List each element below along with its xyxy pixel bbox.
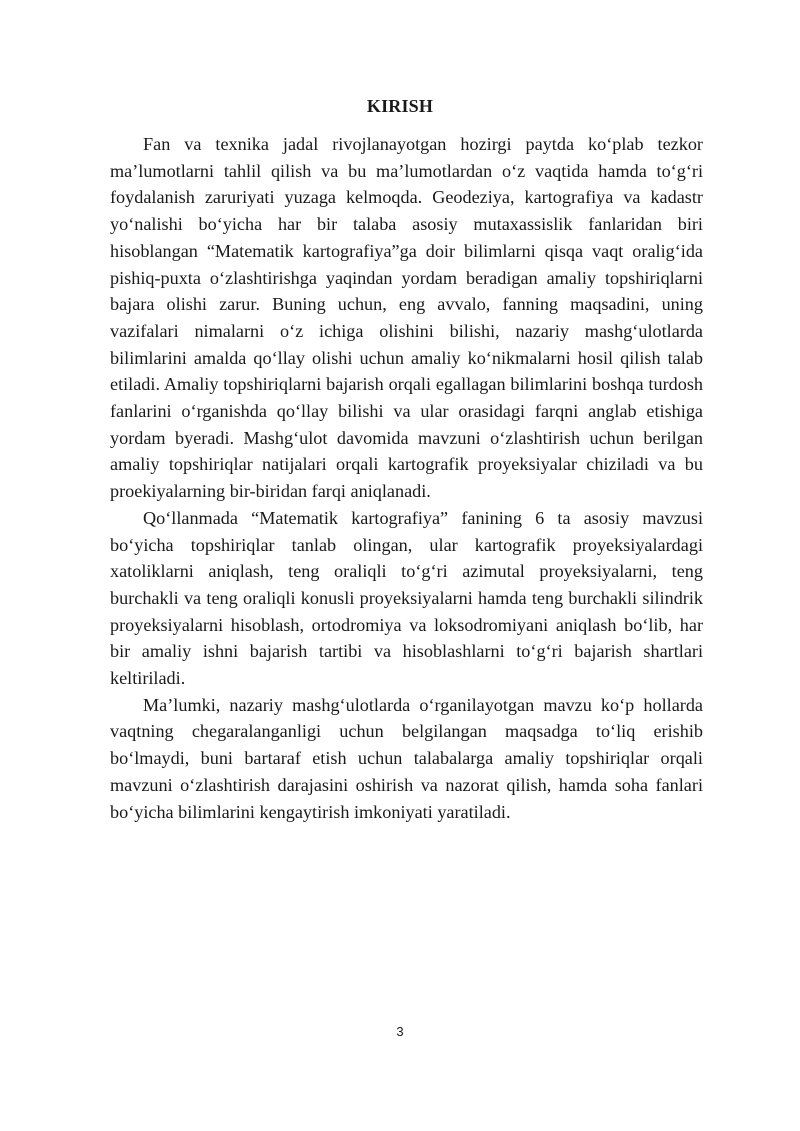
body-text [110, 131, 703, 825]
paragraph-conclusion: Maʼlumki, nazariy mashgʻulotlarda oʻrganilayotgan mavzu koʻp hollarda vaqtning chegaralanganligi uchun belgilangan maqsadga toʻliq erishib boʻlmaydi, buni bartaraf etish uchun talabalarga amaliy topshiriqlar orqali mavzuni oʻzlashtirish darajasini oshirish va nazorat qilish, hamda soha fanlari boʻyicha bilimlarini kengaytirish imkoniyati yaratiladi. [110, 694, 703, 822]
page-number: 3 [396, 1024, 404, 1039]
paragraph-manual-topics: Qoʻllanmada “Matematik kartografiya” fanining 6 ta asosiy mavzusi boʻyicha topshiriqlar tanlab olingan, ular kartografik proyeksiyalardagi xatoliklarni aniqlash, teng oraliqli toʻgʻri azimutal proyeksiyalarni, teng burchakli va teng oraliqli konusli proyeksiyalarni hamda teng burchakli silindrik proyeksiyalarni hisoblash, ortodromiya va loksodromiyani aniqlash boʻlib, har bir amaliy ishni bajarish tartibi va hisoblashlarni toʻgʻri bajarish shartlari keltiriladi. [110, 507, 703, 689]
paragraph-intro: Fan va texnika jadal rivojlanayotgan hozirgi paytda koʻplab tezkor maʼlumotlarni tahlil qilish va bu maʼlumotlardan oʻz vaqtida hamda toʻgʻri foydalanish zaruriyati yuzaga kelmoqda. Geodeziya, kartografiya va kadastr yoʻnalishi boʻyicha har bir talaba asosiy mutaxassislik fanlaridan biri hisoblangan “Matematik kartografiya”ga doir bilimlarni qisqa vaqt oraligʻida pishiq-puxta oʻzlashtirishga yaqindan yordam beradigan amaliy topshiriqlarni bajara olishi zarur. Buning uchun, eng avvalo, fanning maqsadini, uning vazifalari nimalarni oʻz ichiga olishini bilishi, nazariy mashgʻulotlarda bilimlarini amalda qoʻllay olishi uchun amaliy koʻnikmalarni hosil qilish talab etiladi. Amaliy topshiriqlarni bajarish orqali egallagan bilimlarini boshqa turdosh fanlarini oʻrganishda qoʻllay bilishi va ular orasidagi farqni anglab etishiga yordam byeradi. Mashgʻulot davomida mavzuni oʻzlashtirish uchun berilgan amaliy topshiriqlar natijalari orqali kartografik proyeksiyalar chiziladi va bu proekiyalarning bir-biridan farqi aniqlanadi. [110, 134, 703, 502]
page-title: KIRISH [366, 96, 434, 116]
